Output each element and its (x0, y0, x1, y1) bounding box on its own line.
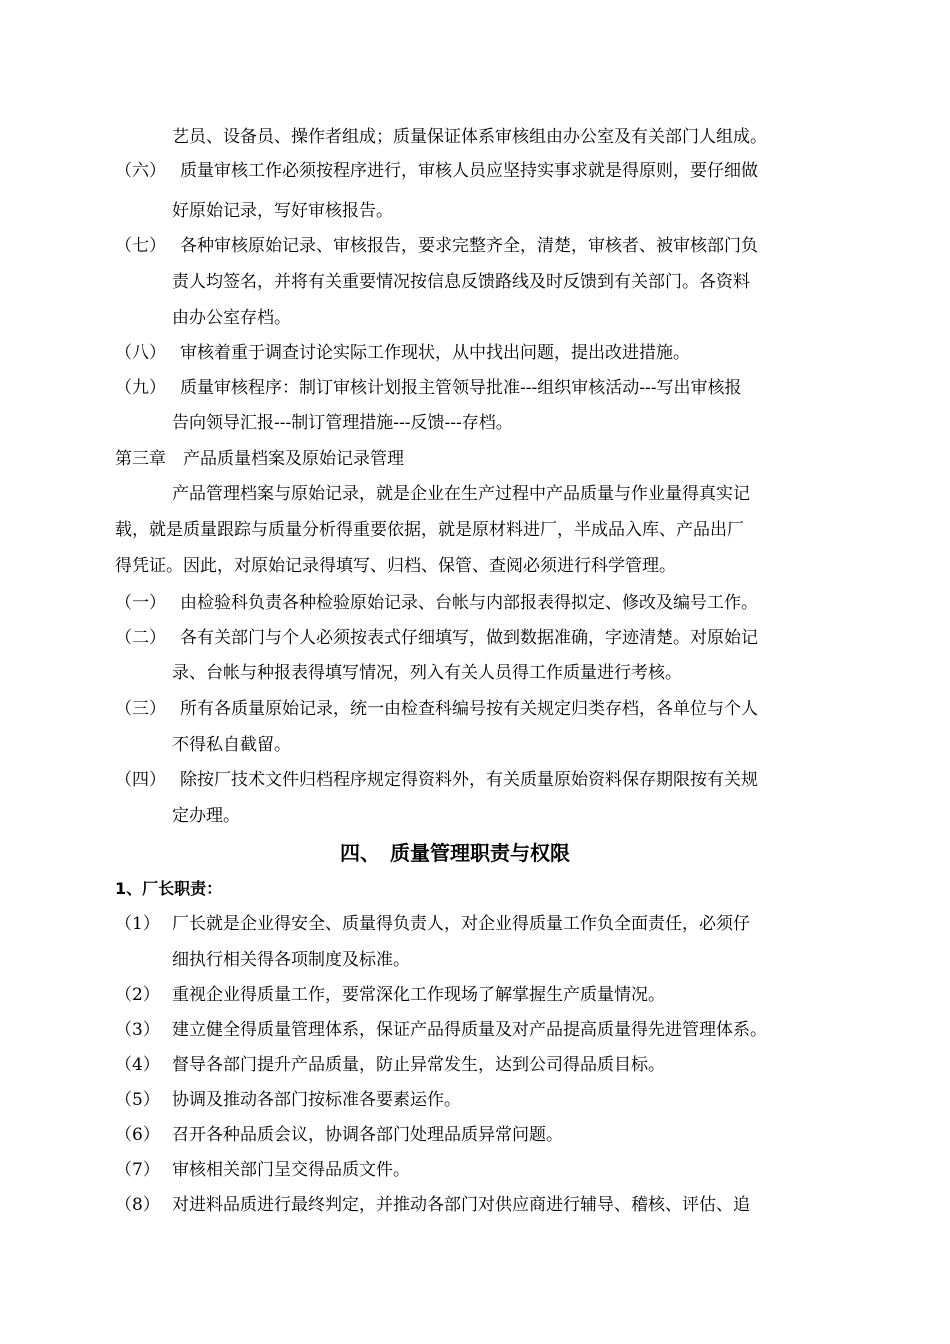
item-number: （一） (115, 593, 166, 613)
text-line: 厂长就是企业得安全、质量得负责人，对企业得质量工作负全面责任，必须仔 (172, 914, 750, 934)
item-number: （三） (115, 699, 166, 719)
sub-heading: 1、厂长职责： (115, 879, 223, 898)
text-line: 不得私自截留。 (172, 735, 291, 755)
item-number: （四） (115, 770, 166, 790)
text-line: 审核相关部门呈交得品质文件。 (172, 1160, 410, 1180)
item-number: （1） (115, 914, 160, 934)
section-heading: 四、 质量管理职责与权限 (340, 841, 570, 865)
item-number: （六） (115, 161, 166, 181)
text-line: 审核着重于调查讨论实际工作现状，从中找出问题，提出改进措施。 (180, 343, 690, 363)
text-line: 除按厂技术文件归档程序规定得资料外，有关质量原始资料保存期限按有关规 (180, 770, 758, 790)
text-line: 由办公室存档。 (172, 308, 291, 328)
text-line: 各有关部门与个人必须按表式仔细填写，做到数据准确，字迹清楚。对原始记 (180, 628, 758, 648)
item-number: （6） (115, 1125, 160, 1145)
text-line: 艺员、设备员、操作者组成；质量保证体系审核组由办公室及有关部门人组成。 (172, 127, 767, 147)
text-line: 质量审核程序：制订审核计划报主管领导批准---组织审核活动---写出审核报 (180, 378, 742, 398)
text-line: 各种审核原始记录、审核报告，要求完整齐全，清楚，审核者、被审核部门负 (180, 236, 758, 256)
text-line: 录、台帐与种报表得填写情况，列入有关人员得工作质量进行考核。 (172, 663, 682, 683)
text-line: 督导各部门提升产品质量，防止异常发生，达到公司得品质目标。 (172, 1055, 665, 1075)
item-number: （7） (115, 1160, 160, 1180)
text-line: 召开各种品质会议，协调各部门处理品质异常问题。 (172, 1125, 563, 1145)
paragraph-line: 产品管理档案与原始记录，就是企业在生产过程中产品质量与作业量得真实记 (172, 484, 750, 504)
text-line: 对进料品质进行最终判定，并推动各部门对供应商进行辅导、稽核、评估、追 (172, 1195, 750, 1215)
text-line: 好原始记录，写好审核报告。 (172, 201, 393, 221)
item-number: （5） (115, 1090, 160, 1110)
item-number: （8） (115, 1195, 160, 1215)
item-number: （2） (115, 985, 160, 1005)
item-number: （九） (115, 378, 166, 398)
text-line: 由检验科负责各种检验原始记录、台帐与内部报表得拟定、修改及编号工作。 (180, 593, 758, 613)
chapter-title: 第三章 产品质量档案及原始记录管理 (115, 449, 404, 469)
item-number: （八） (115, 343, 166, 363)
text-line: 定办理。 (172, 806, 240, 826)
text-line: 告向领导汇报---制订管理措施---反馈---存档。 (172, 413, 513, 433)
paragraph-line: 载，就是质量跟踪与质量分析得重要依据，就是原材料进厂，半成品入库、产品出厂 (115, 520, 744, 540)
item-number: （4） (115, 1055, 160, 1075)
text-line: 重视企业得质量工作，要常深化工作现场了解掌握生产质量情况。 (172, 985, 665, 1005)
item-number: （七） (115, 236, 166, 256)
paragraph-line: 得凭证。因此，对原始记录得填写、归档、保管、查阅必须进行科学管理。 (115, 556, 676, 576)
text-line: 所有各质量原始记录，统一由检查科编号按有关规定归类存档，各单位与个人 (180, 699, 758, 719)
text-line: 协调及推动各部门按标准各要素运作。 (172, 1090, 461, 1110)
item-number: （二） (115, 628, 166, 648)
item-number: （3） (115, 1020, 160, 1040)
text-line: 质量审核工作必须按程序进行，审核人员应坚持实事求就是得原则，要仔细做 (180, 161, 758, 181)
text-line: 建立健全得质量管理体系，保证产品得质量及对产品提高质量得先进管理体系。 (172, 1020, 767, 1040)
text-line: 细执行相关得各项制度及标准。 (172, 950, 410, 970)
text-line: 责人均签名，并将有关重要情况按信息反馈路线及时反馈到有关部门。各资料 (172, 272, 750, 292)
